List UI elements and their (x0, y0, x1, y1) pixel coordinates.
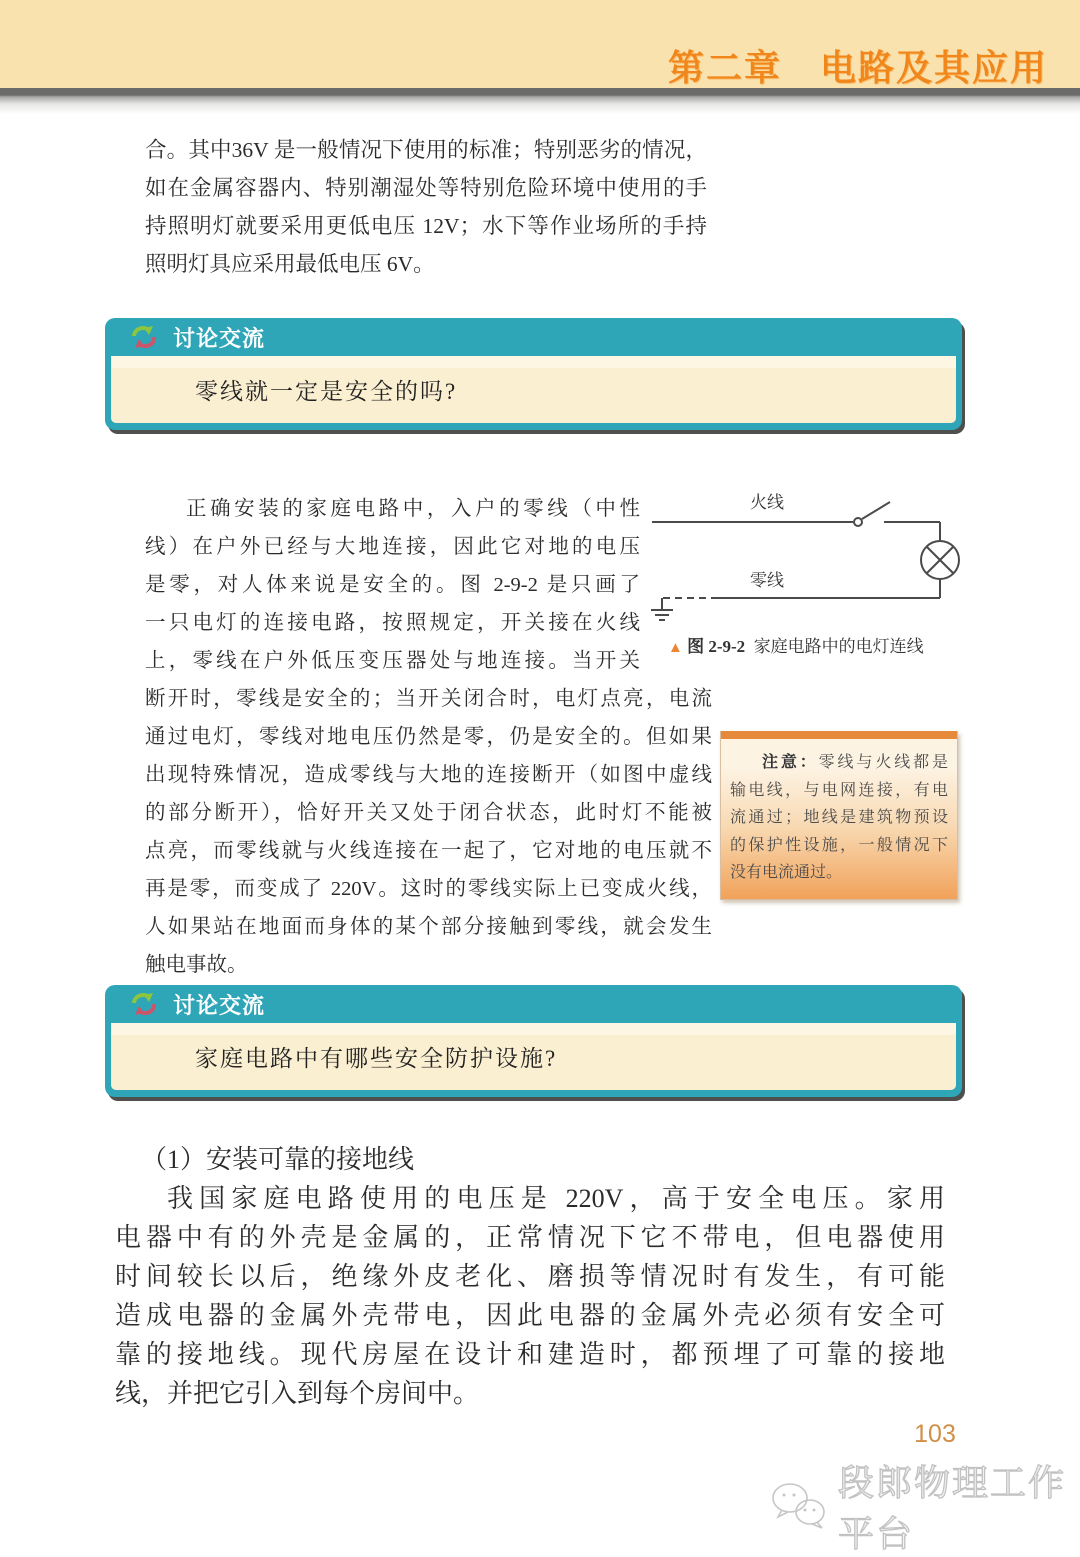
note-lead: 注意： (762, 754, 819, 771)
text-line: 线，并把它引入到每个房间中。 (115, 1379, 480, 1408)
text-line: 上，零线在户外低压变压器处与地连接。当开关 (145, 650, 640, 672)
note-text: 输电线，与电网连接，有电 (730, 781, 948, 799)
discussion-arrows-icon (129, 323, 159, 351)
text-line: 时间较长以后，绝缘外皮老化、磨损等情况时有发生，有可能 (115, 1262, 945, 1291)
note-text: 零线与火线都是 (818, 754, 948, 771)
paragraph-main (145, 490, 948, 984)
figure-2-9-2 (650, 492, 960, 667)
figure-number: 图 2-9-2 (687, 637, 746, 656)
chapter-title: 第二章 电路及其应用 (667, 47, 1048, 88)
text-line: 是零，对人体来说是安全的。图 2-9-2 是只画了 (145, 574, 640, 596)
text-line: 触电事故。 (145, 954, 248, 976)
discussion-box-2 (105, 985, 962, 1097)
watermark (770, 1455, 1080, 1557)
text-line: 正确安装的家庭电路中，入户的零线（中性 (186, 498, 640, 520)
text-line: 点亮，而零线就与火线连接在一起了，它对地的电压就不 (145, 840, 712, 862)
section-heading: （1）安装可靠的接地线 (141, 1145, 415, 1174)
wechat-bubbles-icon (770, 1480, 832, 1532)
paragraph-intro (145, 131, 707, 283)
chapter-header-band (0, 0, 1080, 88)
discussion-body (111, 1023, 956, 1090)
caption-triangle-icon: ▲ (668, 640, 683, 656)
text-line: 合。其中36V 是一般情况下使用的标准；特别恶劣的情况， (145, 138, 707, 162)
neutral-wire-label-svg: 零线 (750, 571, 784, 590)
text-line: 通过电灯，零线对地电压仍然是零，仍是安全的。但如果 (145, 726, 712, 748)
note-text: 的保护性设施，一般情况下 (730, 836, 948, 854)
text-line: 人如果站在地面而身体的某个部分接触到零线，就会发生 (145, 916, 712, 938)
page-number: 103 (914, 1420, 956, 1448)
figure-caption-text: 家庭电路中的电灯连线 (753, 637, 924, 656)
discussion-body (111, 356, 956, 423)
discussion-question: 零线就一定是安全的吗? (195, 379, 458, 404)
note-top-bar (721, 731, 957, 739)
discussion-title: 讨论交流 (173, 992, 266, 1018)
circuit-diagram (650, 492, 960, 624)
text-line: 的部分断开），恰好开关又处于闭合状态，此时灯不能被 (145, 802, 712, 824)
text-line: 电器中有的外壳是金属的，正常情况下它不带电，但电器使用 (115, 1223, 945, 1252)
discussion-header (111, 318, 956, 356)
text-line: 如在金属容器内、特别潮湿处等特别危险环境中使用的手 (145, 176, 707, 200)
note-body (721, 739, 957, 899)
text-line: 线）在户外已经与大地连接，因此它对地的电压 (145, 536, 640, 558)
note-box (720, 731, 958, 900)
text-line: 一只电灯的连接电路，按照规定，开关接在火线 (145, 612, 640, 634)
note-text: 流通过；地线是建筑物预设 (730, 809, 948, 826)
text-line: 再是零，而变成了 220V。这时的零线实际上已变成火线， (145, 878, 712, 900)
figure-caption (650, 628, 960, 667)
switch-icon (854, 518, 862, 526)
ground-icon (651, 598, 673, 620)
section-grounding (115, 1140, 945, 1413)
text-line: 断开时，零线是安全的；当开关闭合时，电灯点亮，电流 (145, 688, 712, 710)
note-text: 没有电流通过。 (730, 864, 843, 881)
header-shadow-divider (0, 88, 1080, 114)
live-wire-label-svg: 火线 (750, 493, 784, 512)
discussion-question: 家庭电路中有哪些安全防护设施? (195, 1046, 558, 1071)
text-line: 出现特殊情况，造成零线与大地的连接断开（如图中虚线 (145, 764, 712, 786)
discussion-arrows-icon (129, 990, 159, 1018)
text-line: 持照明灯就要采用更低电压 12V；水下等作业场所的手持 (145, 214, 707, 238)
watermark-text: 段郎物理工作平台 (838, 1462, 1067, 1554)
text-line: 靠的接地线。现代房屋在设计和建造时，都预埋了可靠的接地 (115, 1340, 945, 1369)
text-line: 照明灯具应采用最低电压 6V。 (145, 252, 435, 276)
discussion-header (111, 985, 956, 1023)
discussion-title: 讨论交流 (173, 325, 266, 351)
text-line: 造成电器的金属外壳带电，因此电器的金属外壳必须有安全可 (115, 1301, 945, 1330)
text-line: 我国家庭电路使用的电压是 220V，高于安全电压。家用 (167, 1184, 945, 1213)
discussion-box-1 (105, 318, 962, 430)
